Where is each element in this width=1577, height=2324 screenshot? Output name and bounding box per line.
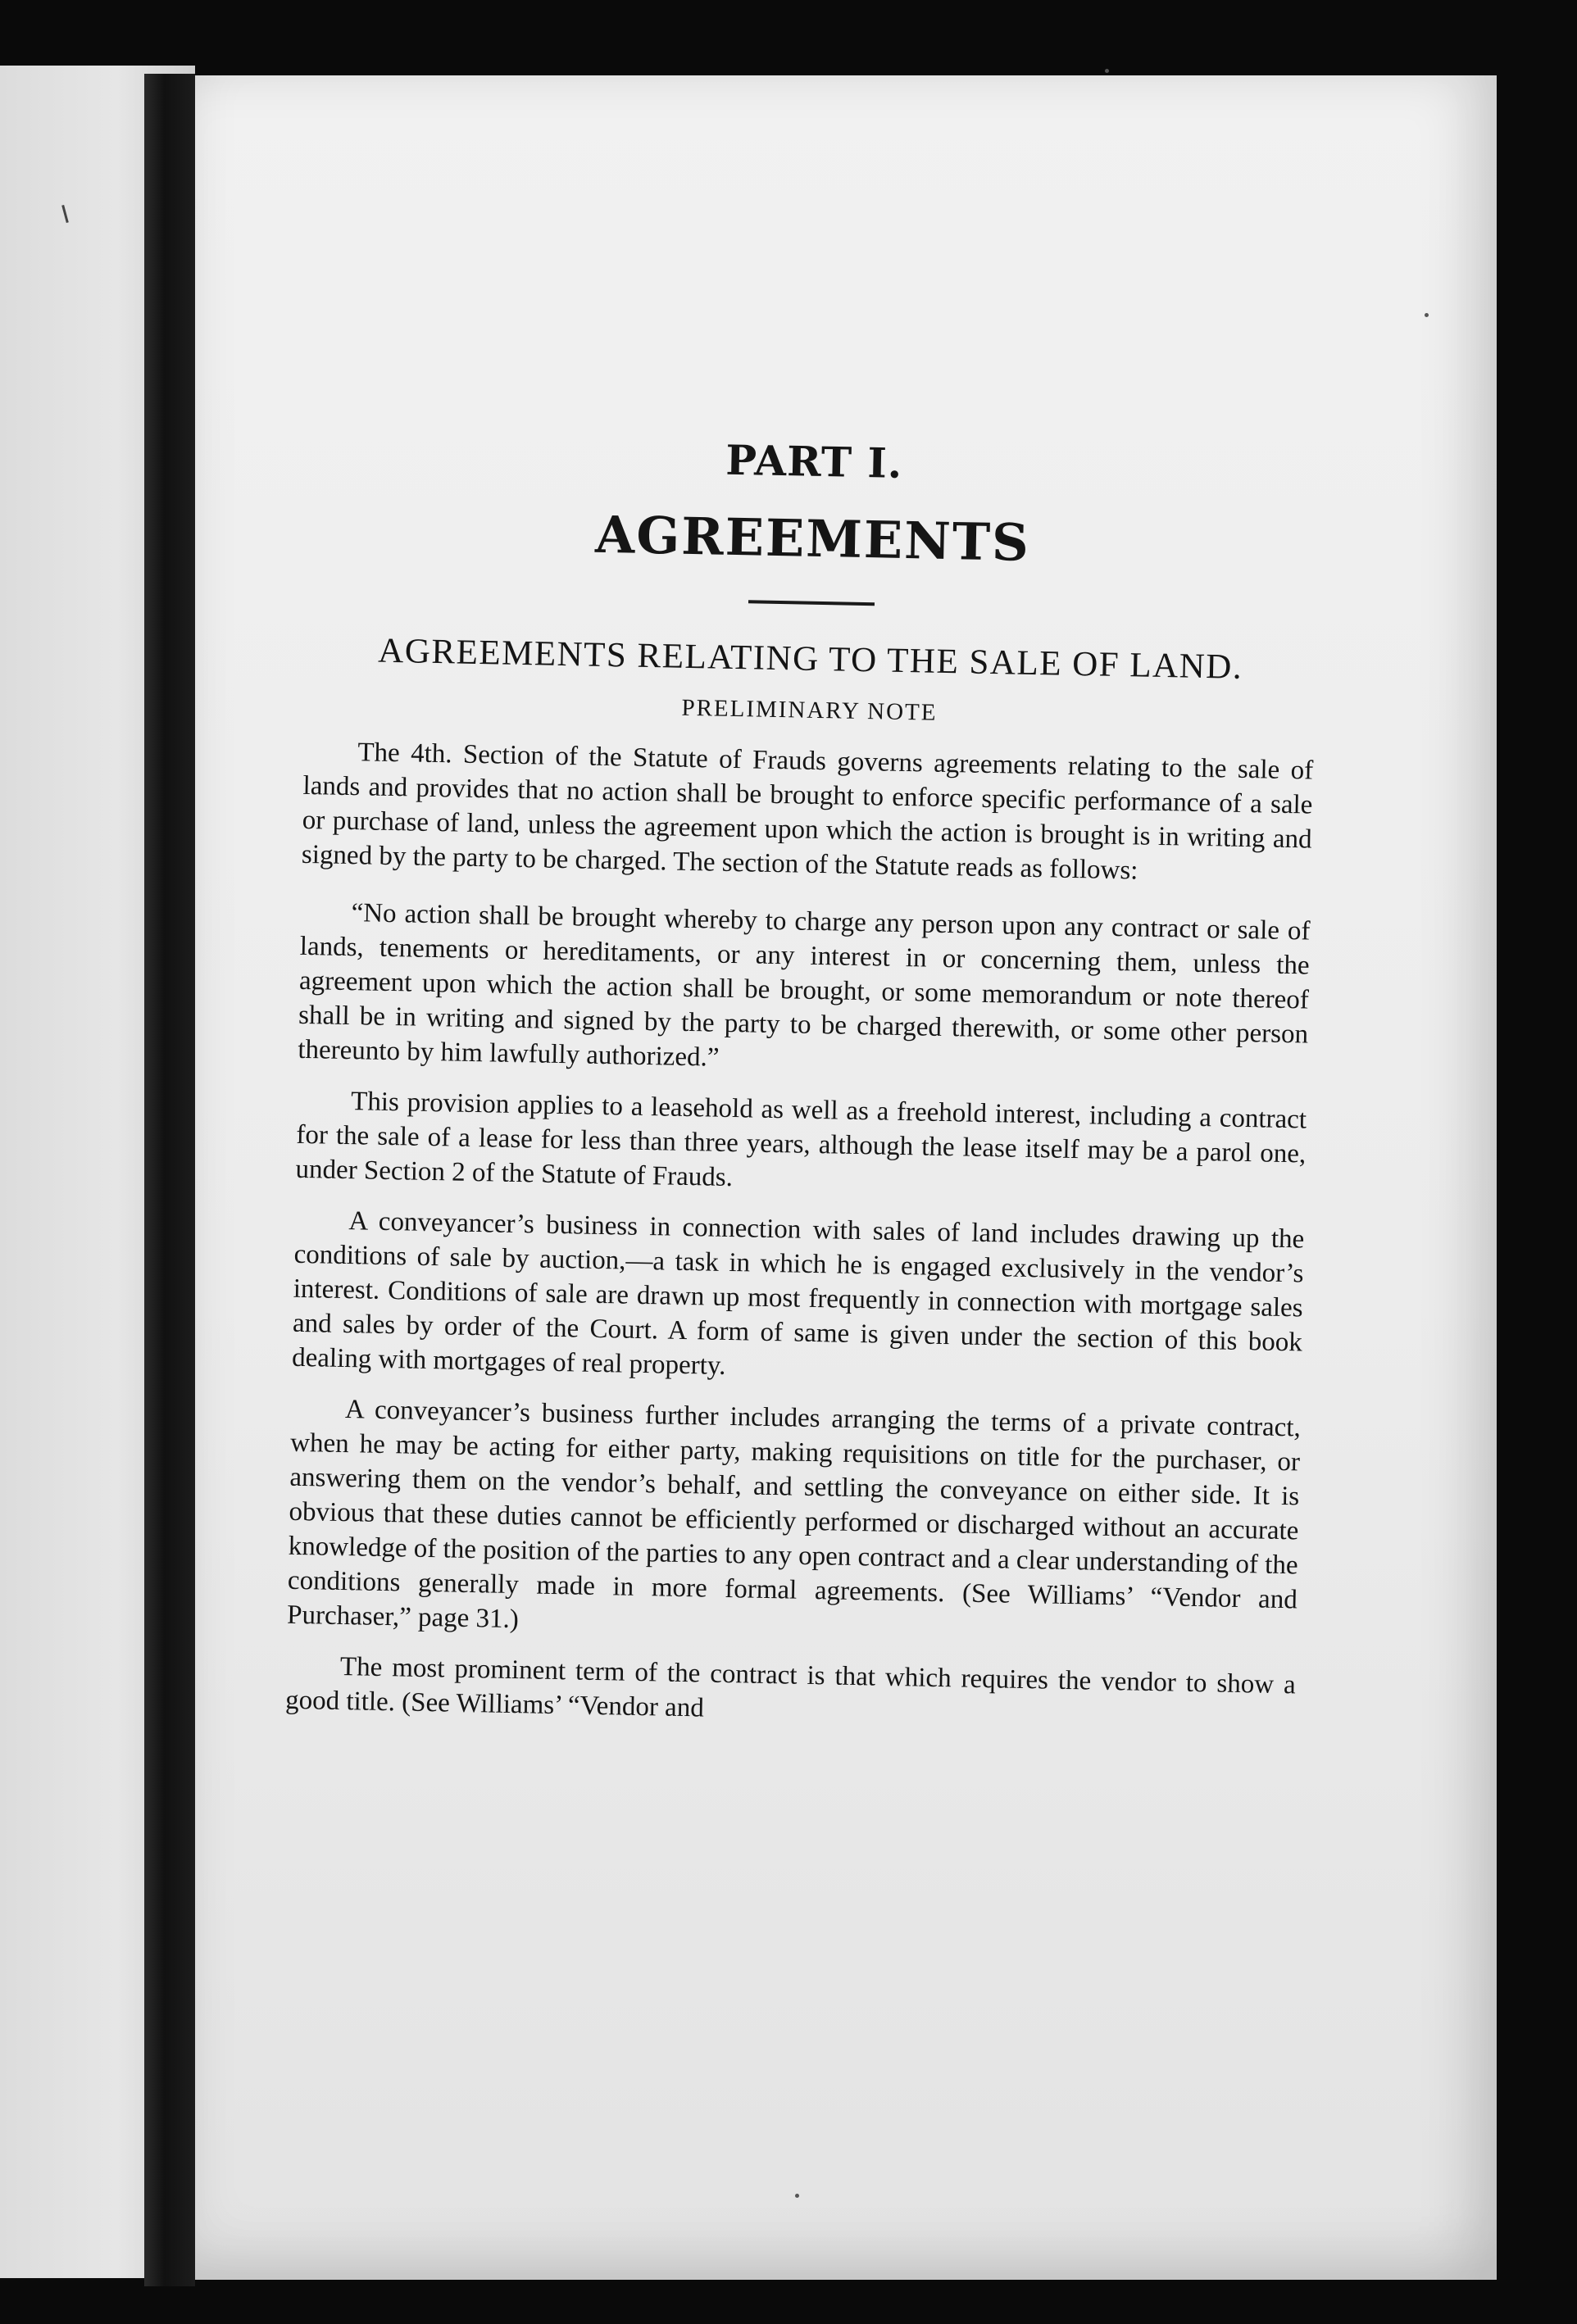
chapter-title: AGREEMENTS [594, 504, 1031, 573]
pencil-mark [61, 205, 69, 223]
part-label: PART I. [725, 435, 903, 488]
paragraph-statute-intro: The 4th. Section of the Statute of Frauds governs agreements relating to the sale of lands and provides that no action shall be brought to enforce specific performance of a sale or purchase of land, unless the agreement upon which the action is brought is in writing and signed by the party to be charged. The section of the Statute reads as follows: [301, 738, 1314, 886]
paragraph-conditions-of-sale: A conveyancer’s business in connection with sales of land includes drawing up the conditions of sale by auction,—a task in which he is engaged exclusively in the vendor’s interest. Conditions of sale are drawn up most frequently in connection with mortgage sales and sales by order of the Court. A form of same is given under the section of this book dealing with mortgages of real property. [291, 1206, 1305, 1381]
section-title: AGREEMENTS RELATING TO THE SALE OF LAND. [377, 631, 1243, 687]
page-speck [1425, 313, 1429, 317]
paragraph-private-contract: A conveyancer’s business further includes arranging the terms of a private contract, when he may be acting for either party, making requisitions on title for the purchaser, or answering them on the vendor’s behalf, and settling the conveyance on either side. It is obvious that these duties cannot be efficiently performed or discharged without an accurate knowledge of the position of the parties to any open contract and a clear understanding of the conditions generally made in more formal agreements. (See Williams’ “Vendor and Purchaser,” page 31.) [286, 1395, 1302, 1635]
paragraph-leasehold: This provision applies to a leasehold as well as a freehold interest, including a contract for the sale of a lease for less than three years, although the lease itself may be a parol one, under Section 2 of the Statute of Frauds. [295, 1087, 1307, 1193]
paragraph-good-title: The most prominent term of the contract is that which requires the vendor to show a good title. (See Williams’ “Vendor and [284, 1651, 1297, 1723]
page-text [284, 428, 1319, 1753]
preliminary-note-heading: PRELIMINARY NOTE [681, 694, 938, 726]
book-page [195, 75, 1497, 2280]
paragraph-statute-quote: “No action shall be brought whereby to charge any person upon any contract or sale of lands, tenements or hereditaments, or any interest in or concerning them, unless the agreement upon which the action shall be brought, or some memorandum or note thereof shall be in writing and signed by the party to be charged therewith, or some other person thereunto by him lawfully authorized.” [298, 898, 1311, 1073]
page-speck [795, 2194, 799, 2198]
book-gutter [144, 74, 195, 2286]
page-speck [1105, 69, 1109, 73]
title-rule [748, 600, 875, 606]
